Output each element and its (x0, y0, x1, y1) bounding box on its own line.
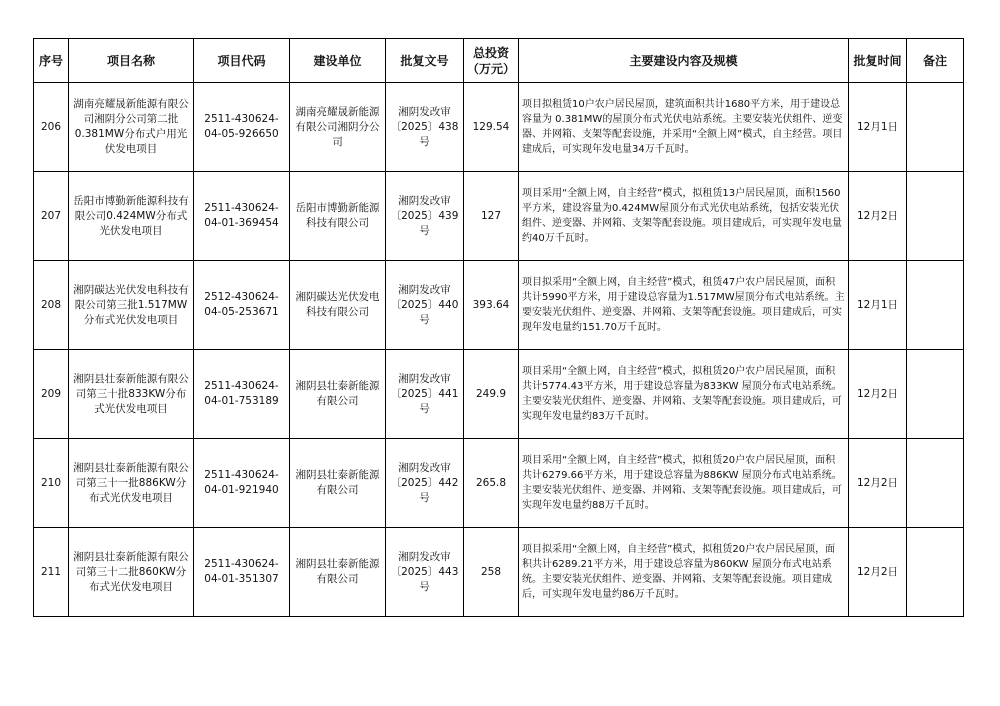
cell-approval-doc-no: 湘阴发改审〔2025〕440号 (386, 261, 464, 350)
table-header-row (34, 39, 964, 83)
table-row (34, 172, 964, 261)
cell-remarks (907, 172, 964, 261)
header-total-investment (464, 39, 519, 83)
header-main-content: 主要建设内容及规模 (519, 39, 849, 83)
cell-project-code: 2511-430624-04-01-351307 (194, 528, 290, 617)
cell-total-investment: 393.64 (464, 261, 519, 350)
cell-main-content: 项目采用“全额上网，自主经营”模式，拟租赁20户农户居民屋顶，面积共计6279.66平方米，用于建设总容量为886KW 屋顶分布式电站系统。主要安装光伏组件、逆变器、并网箱、支架等配套设施。项目建成后，可实现年发电量约88万千瓦时。 (519, 439, 849, 528)
cell-project-name: 湘阴县壮泰新能源有限公司第三十一批886KW分布式光伏发电项目 (69, 439, 194, 528)
table-row (34, 83, 964, 172)
cell-construction-unit: 湘阴碳达光伏发电科技有限公司 (290, 261, 386, 350)
cell-approval-date: 12月2日 (849, 172, 907, 261)
cell-construction-unit: 湖南亮耀晟新能源有限公司湘阴分公司 (290, 83, 386, 172)
cell-approval-date: 12月1日 (849, 83, 907, 172)
cell-project-name: 湘阴县壮泰新能源有限公司第三十二批860KW分布式光伏发电项目 (69, 528, 194, 617)
cell-project-code: 2511-430624-04-01-753189 (194, 350, 290, 439)
cell-project-name: 湖南亮耀晟新能源有限公司湘阴分公司第二批0.381MW分布式户用光伏发电项目 (69, 83, 194, 172)
header-approval-doc-no: 批复文号 (386, 39, 464, 83)
cell-seq: 206 (34, 83, 69, 172)
table-row (34, 528, 964, 617)
table-row (34, 261, 964, 350)
cell-construction-unit: 湘阴县壮泰新能源有限公司 (290, 350, 386, 439)
cell-approval-date: 12月2日 (849, 439, 907, 528)
cell-project-name: 湘阴碳达光伏发电科技有限公司第三批1.517MW分布式光伏发电项目 (69, 261, 194, 350)
header-approval-date: 批复时间 (849, 39, 907, 83)
cell-seq: 210 (34, 439, 69, 528)
header-construction-unit: 建设单位 (290, 39, 386, 83)
cell-seq: 207 (34, 172, 69, 261)
cell-project-code: 2511-430624-04-05-926650 (194, 83, 290, 172)
cell-approval-date: 12月2日 (849, 528, 907, 617)
cell-main-content: 项目拟租赁10户农户居民屋顶，建筑面积共计1680平方米，用于建设总容量为 0.381MW的屋顶分布式光伏电站系统。主要安装光伏组件、逆变器、并网箱、支架等配套设施，并采用“全额上网”模式，自主经营。项目建成后，可实现年发电量34万千瓦时。 (519, 83, 849, 172)
cell-project-code: 2511-430624-04-01-921940 (194, 439, 290, 528)
cell-remarks (907, 528, 964, 617)
cell-remarks (907, 439, 964, 528)
table-row (34, 350, 964, 439)
cell-approval-doc-no: 湘阴发改审〔2025〕439号 (386, 172, 464, 261)
cell-project-name: 湘阴县壮泰新能源有限公司第三十批833KW分布式光伏发电项目 (69, 350, 194, 439)
cell-seq: 209 (34, 350, 69, 439)
cell-total-investment: 129.54 (464, 83, 519, 172)
cell-approval-doc-no: 湘阴发改审〔2025〕441号 (386, 350, 464, 439)
cell-construction-unit: 湘阴县壮泰新能源有限公司 (290, 528, 386, 617)
cell-remarks (907, 350, 964, 439)
table-row (34, 439, 964, 528)
header-total-investment-label: 总投资 (472, 45, 509, 60)
cell-remarks (907, 261, 964, 350)
header-remarks: 备注 (907, 39, 964, 83)
cell-project-code: 2512-430624-04-05-253671 (194, 261, 290, 350)
header-total-investment-unit: （万元） (467, 61, 516, 76)
cell-seq: 208 (34, 261, 69, 350)
header-project-code: 项目代码 (194, 39, 290, 83)
cell-approval-date: 12月1日 (849, 261, 907, 350)
cell-total-investment: 127 (464, 172, 519, 261)
cell-project-code: 2511-430624-04-01-369454 (194, 172, 290, 261)
cell-construction-unit: 岳阳市博勤新能源科技有限公司 (290, 172, 386, 261)
cell-main-content: 项目采用“全额上网，自主经营”模式，拟租赁13户居民屋顶，面积1560平方米，建设容量为0.424MW屋顶分布式光伏电站系统，包括安装光伏组件、逆变器、并网箱、支架等配套设施。项目建成后，可实现年发电量约40万千瓦时。 (519, 172, 849, 261)
cell-approval-doc-no: 湘阴发改审〔2025〕443号 (386, 528, 464, 617)
cell-seq: 211 (34, 528, 69, 617)
cell-total-investment: 258 (464, 528, 519, 617)
cell-main-content: 项目拟采用“全额上网，自主经营”模式，租赁47户农户居民屋顶，面积共计5990平方米，用于建设总容量为1.517MW屋顶分布式电站系统。主要安装光伏组件、逆变器、并网箱、支架等配套设施。项目建成后，可实现年发电量约151.70万千瓦时。 (519, 261, 849, 350)
cell-main-content: 项目采用“全额上网，自主经营”模式，拟租赁20户农户居民屋顶，面积共计5774.43平方米，用于建设总容量为833KW 屋顶分布式电站系统。主要安装光伏组件、逆变器、并网箱、支架等配套设施。项目建成后，可实现年发电量约83万千瓦时。 (519, 350, 849, 439)
project-approval-table (33, 38, 964, 617)
cell-total-investment: 265.8 (464, 439, 519, 528)
header-project-name: 项目名称 (69, 39, 194, 83)
cell-project-name: 岳阳市博勤新能源科技有限公司0.424MW分布式光伏发电项目 (69, 172, 194, 261)
cell-remarks (907, 83, 964, 172)
cell-construction-unit: 湘阴县壮泰新能源有限公司 (290, 439, 386, 528)
cell-main-content: 项目拟采用“全额上网，自主经营”模式，拟租赁20户农户居民屋顶，面积共计6289.21平方米，用于建设总容量为860KW 屋顶分布式电站系统。主要安装光伏组件、逆变器、并网箱、支架等配套设施。项目建成后，可实现年发电量约86万千瓦时。 (519, 528, 849, 617)
cell-approval-date: 12月2日 (849, 350, 907, 439)
header-seq: 序号 (34, 39, 69, 83)
cell-approval-doc-no: 湘阴发改审〔2025〕438号 (386, 83, 464, 172)
cell-total-investment: 249.9 (464, 350, 519, 439)
cell-approval-doc-no: 湘阴发改审〔2025〕442号 (386, 439, 464, 528)
